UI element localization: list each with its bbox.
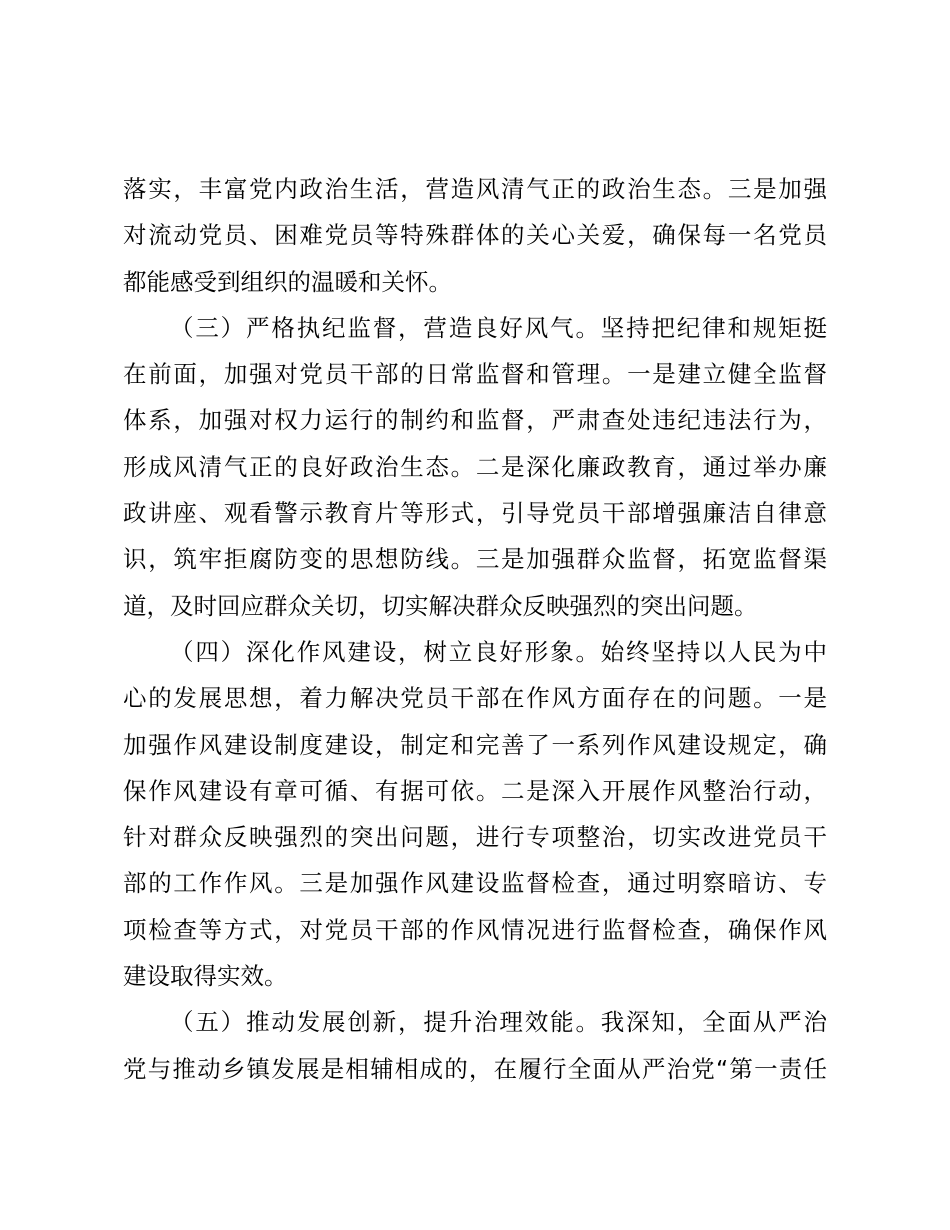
text-line: 在前面，加强对党员干部的日常监督和管理。一是建立健全监督 <box>123 360 827 389</box>
text-line: 加强作风建设制度建设，制定和完善了一系列作风建设规定，确 <box>123 730 827 759</box>
text-line: 都能感受到组织的温暖和关怀。 <box>123 267 452 296</box>
text-line: 保作风建设有章可循、有据可依。二是深入开展作风整治行动， <box>123 776 827 805</box>
text-line: 识，筑牢拒腐防变的思想防线。三是加强群众监督，拓宽监督渠 <box>123 545 827 574</box>
section-heading-line: （三）严格执纪监督，营造良好风气。坚持把纪律和规矩挺 <box>170 313 827 342</box>
section-heading-line: （四）深化作风建设，树立良好形象。始终坚持以人民为中 <box>170 637 827 666</box>
text-line: 党与推动乡镇发展是相辅相成的，在履行全面从严治党“第一责任 <box>123 1054 827 1083</box>
text-line: 对流动党员、困难党员等特殊群体的关心关爱，确保每一名党员 <box>123 221 827 250</box>
text-line: 建设取得实效。 <box>123 962 288 991</box>
text-line: 形成风清气正的良好政治生态。二是深化廉政教育，通过举办廉 <box>123 452 827 481</box>
text-line: 道，及时回应群众关切，切实解决群众反映强烈的突出问题。 <box>123 591 758 620</box>
section-heading-line: （五）推动发展创新，提升治理效能。我深知，全面从严治 <box>170 1008 827 1037</box>
text-line: 落实，丰富党内政治生活，营造风清气正的政治生态。三是加强 <box>123 175 827 203</box>
document-body <box>123 166 827 1092</box>
text-line: 针对群众反映强烈的突出问题，进行专项整治，切实改进党员干 <box>123 823 827 852</box>
text-line: 政讲座、观看警示教育片等形式，引导党员干部增强廉洁自律意 <box>123 499 827 528</box>
text-line: 体系，加强对权力运行的制约和监督，严肃查处违纪违法行为， <box>123 406 827 435</box>
text-line: 部的工作作风。三是加强作风建设监督检查，通过明察暗访、专 <box>123 869 827 898</box>
text-line: 项检查等方式，对党员干部的作风情况进行监督检查，确保作风 <box>123 915 827 944</box>
text-line: 心的发展思想，着力解决党员干部在作风方面存在的问题。一是 <box>123 684 827 713</box>
